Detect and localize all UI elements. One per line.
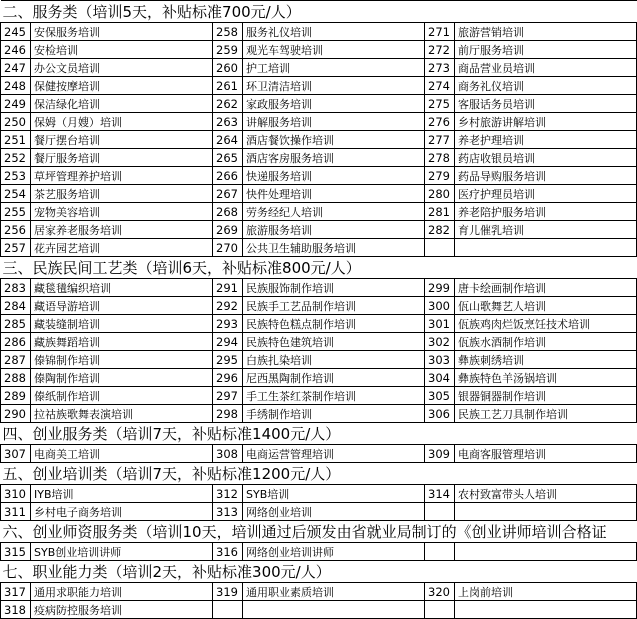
course-number: 320 <box>425 583 455 601</box>
course-name: 养老护理培训 <box>455 131 637 149</box>
table-row <box>1 95 637 113</box>
course-number: 296 <box>213 369 243 387</box>
table-row <box>1 167 637 185</box>
course-name: 乡村电子商务培训 <box>31 503 213 521</box>
table-row <box>1 185 637 203</box>
course-number: 246 <box>1 41 31 59</box>
course-number: 314 <box>425 485 455 503</box>
course-number: 283 <box>1 279 31 297</box>
course-name: 电商客服管理培训 <box>455 445 637 463</box>
course-number: 276 <box>425 113 455 131</box>
course-number: 250 <box>1 113 31 131</box>
course-name: 安检培训 <box>31 41 213 59</box>
course-name <box>455 503 637 521</box>
course-number: 280 <box>425 185 455 203</box>
section-header-row <box>1 1 637 23</box>
table-row <box>1 315 637 333</box>
course-number: 285 <box>1 315 31 333</box>
course-name: 通用职业素质培训 <box>243 583 425 601</box>
course-name: 傣陶制作培训 <box>31 369 213 387</box>
course-name: SYB创业培训讲师 <box>31 543 213 561</box>
course-name: 保洁绿化培训 <box>31 95 213 113</box>
course-name: 服务礼仪培训 <box>243 23 425 41</box>
course-number: 248 <box>1 77 31 95</box>
course-name: 手绣制作培训 <box>243 405 425 423</box>
course-number: 317 <box>1 583 31 601</box>
course-number: 247 <box>1 59 31 77</box>
course-name: 民族工艺刀具制作培训 <box>455 405 637 423</box>
course-name: 电商运营管理培训 <box>243 445 425 463</box>
course-name <box>455 601 637 619</box>
course-number: 245 <box>1 23 31 41</box>
course-name: 宠物美容培训 <box>31 203 213 221</box>
table-row <box>1 333 637 351</box>
course-name: 环卫清洁培训 <box>243 77 425 95</box>
course-number: 307 <box>1 445 31 463</box>
course-name: 白族扎染培训 <box>243 351 425 369</box>
section-header: 四、创业服务类（培训7天，补贴标准1400元/人） <box>1 423 637 445</box>
section-header-row <box>1 521 637 543</box>
course-name: 通用求职能力培训 <box>31 583 213 601</box>
course-number: 309 <box>425 445 455 463</box>
course-number: 299 <box>425 279 455 297</box>
course-number: 305 <box>425 387 455 405</box>
course-name <box>243 601 425 619</box>
course-number: 249 <box>1 95 31 113</box>
section-header-row <box>1 463 637 485</box>
section-header: 七、职业能力类（培训2天，补贴标准300元/人） <box>1 561 637 583</box>
course-number: 287 <box>1 351 31 369</box>
course-name: 民族手工艺品制作培训 <box>243 297 425 315</box>
course-number: 251 <box>1 131 31 149</box>
course-name: 佤山歌舞艺人培训 <box>455 297 637 315</box>
course-number: 286 <box>1 333 31 351</box>
table-row <box>1 543 637 561</box>
course-name: 花卉园艺培训 <box>31 239 213 257</box>
course-name: 尼西黑陶制作培训 <box>243 369 425 387</box>
table-row <box>1 23 637 41</box>
course-number: 291 <box>213 279 243 297</box>
course-name: 藏装缝制培训 <box>31 315 213 333</box>
course-name: 劳务经纪人培训 <box>243 203 425 221</box>
course-number: 259 <box>213 41 243 59</box>
course-name: 藏族舞蹈培训 <box>31 333 213 351</box>
course-number: 253 <box>1 167 31 185</box>
section-header: 五、创业培训类（培训7天，补贴标准1200元/人） <box>1 463 637 485</box>
course-name: 商务礼仪培训 <box>455 77 637 95</box>
course-number: 316 <box>213 543 243 561</box>
table-row <box>1 445 637 463</box>
course-name: 观光车驾驶培训 <box>243 41 425 59</box>
section-header-row <box>1 561 637 583</box>
course-number: 267 <box>213 185 243 203</box>
course-name: 公共卫生辅助服务培训 <box>243 239 425 257</box>
course-name: 银器铜器制作培训 <box>455 387 637 405</box>
course-name: 保健按摩培训 <box>31 77 213 95</box>
course-name: 佤族水酒制作培训 <box>455 333 637 351</box>
course-name <box>455 239 637 257</box>
table-row <box>1 601 637 619</box>
section-header: 六、创业师资服务类（培训10天，培训通过后颁发由省就业局制订的《创业讲师培训合格证 <box>1 521 637 543</box>
course-number: 279 <box>425 167 455 185</box>
course-name: 电商美工培训 <box>31 445 213 463</box>
course-number <box>425 601 455 619</box>
course-number: 278 <box>425 149 455 167</box>
course-name: 草坪管理养护培训 <box>31 167 213 185</box>
course-name: 养老陪护服务培训 <box>455 203 637 221</box>
course-name: 彝族特色羊汤锅培训 <box>455 369 637 387</box>
table-row <box>1 131 637 149</box>
course-number: 288 <box>1 369 31 387</box>
course-name: 佤族鸡肉烂饭烹饪技术培训 <box>455 315 637 333</box>
course-name: 藏毯氆编织培训 <box>31 279 213 297</box>
course-number: 282 <box>425 221 455 239</box>
table-row <box>1 485 637 503</box>
table-row <box>1 149 637 167</box>
course-name: 拉祜族歌舞表演培训 <box>31 405 213 423</box>
course-number: 271 <box>425 23 455 41</box>
course-name: 客服话务员培训 <box>455 95 637 113</box>
section-header: 二、服务类（培训5天，补贴标准700元/人） <box>1 1 637 23</box>
course-number: 300 <box>425 297 455 315</box>
course-number: 292 <box>213 297 243 315</box>
course-name: 讲解服务培训 <box>243 113 425 131</box>
course-number: 284 <box>1 297 31 315</box>
course-number: 252 <box>1 149 31 167</box>
course-number: 295 <box>213 351 243 369</box>
section-header: 三、民族民间工艺类（培训6天，补贴标准800元/人） <box>1 257 637 279</box>
course-name: 民族特色建筑培训 <box>243 333 425 351</box>
course-number: 302 <box>425 333 455 351</box>
table-row <box>1 297 637 315</box>
table-row <box>1 351 637 369</box>
course-number: 303 <box>425 351 455 369</box>
course-number: 274 <box>425 77 455 95</box>
course-name: 家政服务培训 <box>243 95 425 113</box>
course-name: 快递服务培训 <box>243 167 425 185</box>
course-number: 257 <box>1 239 31 257</box>
course-name: 民族服饰制作培训 <box>243 279 425 297</box>
course-name: 前厅服务培训 <box>455 41 637 59</box>
course-name: 居家养老服务培训 <box>31 221 213 239</box>
course-name: 安保服务培训 <box>31 23 213 41</box>
course-name: 办公文员培训 <box>31 59 213 77</box>
table-row <box>1 405 637 423</box>
table-row <box>1 59 637 77</box>
course-number: 290 <box>1 405 31 423</box>
course-name: 旅游营销培训 <box>455 23 637 41</box>
course-name: 手工生茶红茶制作培训 <box>243 387 425 405</box>
course-number: 269 <box>213 221 243 239</box>
course-name: 药店收银员培训 <box>455 149 637 167</box>
course-number: 310 <box>1 485 31 503</box>
course-number: 277 <box>425 131 455 149</box>
course-number: 263 <box>213 113 243 131</box>
course-name: 快件处理培训 <box>243 185 425 203</box>
course-name: 藏语导游培训 <box>31 297 213 315</box>
table-row <box>1 279 637 297</box>
course-name: 茶艺服务培训 <box>31 185 213 203</box>
course-number: 311 <box>1 503 31 521</box>
section-header-row <box>1 257 637 279</box>
course-name: 旅游服务培训 <box>243 221 425 239</box>
course-name: 护工培训 <box>243 59 425 77</box>
course-number: 319 <box>213 583 243 601</box>
course-name: 农村致富带头人培训 <box>455 485 637 503</box>
course-number: 270 <box>213 239 243 257</box>
section-header-row <box>1 423 637 445</box>
course-number <box>213 601 243 619</box>
course-name: 酒店客房服务培训 <box>243 149 425 167</box>
course-number: 261 <box>213 77 243 95</box>
course-number: 275 <box>425 95 455 113</box>
course-number: 313 <box>213 503 243 521</box>
course-name: 餐厅摆台培训 <box>31 131 213 149</box>
course-name: 网络创业培训讲师 <box>243 543 425 561</box>
course-name: 唐卡绘画制作培训 <box>455 279 637 297</box>
course-number: 264 <box>213 131 243 149</box>
course-number <box>425 543 455 561</box>
course-name: 餐厅服务培训 <box>31 149 213 167</box>
course-name: 医疗护理员培训 <box>455 185 637 203</box>
course-name: SYB培训 <box>243 485 425 503</box>
course-name: 酒店餐饮操作培训 <box>243 131 425 149</box>
table-row <box>1 221 637 239</box>
table-row <box>1 503 637 521</box>
course-number: 281 <box>425 203 455 221</box>
course-number: 272 <box>425 41 455 59</box>
course-number: 298 <box>213 405 243 423</box>
course-name: 傣锦制作培训 <box>31 351 213 369</box>
table-row <box>1 239 637 257</box>
course-number: 306 <box>425 405 455 423</box>
course-number: 260 <box>213 59 243 77</box>
course-name: 商品营业员培训 <box>455 59 637 77</box>
course-number: 258 <box>213 23 243 41</box>
course-name: 网络创业培训 <box>243 503 425 521</box>
course-number: 301 <box>425 315 455 333</box>
course-number: 266 <box>213 167 243 185</box>
course-name: 傣纸制作培训 <box>31 387 213 405</box>
course-name: 彝族刺绣培训 <box>455 351 637 369</box>
course-name: 民族特色糕点制作培训 <box>243 315 425 333</box>
course-number: 262 <box>213 95 243 113</box>
table-row <box>1 387 637 405</box>
course-number: 289 <box>1 387 31 405</box>
course-number: 265 <box>213 149 243 167</box>
course-number: 318 <box>1 601 31 619</box>
table-row <box>1 41 637 59</box>
course-name: IYB培训 <box>31 485 213 503</box>
course-number: 268 <box>213 203 243 221</box>
course-name: 上岗前培训 <box>455 583 637 601</box>
course-name: 疫病防控服务培训 <box>31 601 213 619</box>
course-name: 药品导购服务培训 <box>455 167 637 185</box>
course-name: 育儿催乳培训 <box>455 221 637 239</box>
table-row <box>1 369 637 387</box>
course-number: 294 <box>213 333 243 351</box>
course-number: 297 <box>213 387 243 405</box>
course-name: 乡村旅游讲解培训 <box>455 113 637 131</box>
course-number: 256 <box>1 221 31 239</box>
course-number: 304 <box>425 369 455 387</box>
course-name: 保姆（月嫂）培训 <box>31 113 213 131</box>
course-number: 254 <box>1 185 31 203</box>
course-number <box>425 503 455 521</box>
course-number: 255 <box>1 203 31 221</box>
course-number: 315 <box>1 543 31 561</box>
course-number: 293 <box>213 315 243 333</box>
course-number: 308 <box>213 445 243 463</box>
table-row <box>1 113 637 131</box>
course-name <box>455 543 637 561</box>
table-row <box>1 203 637 221</box>
course-number <box>425 239 455 257</box>
course-number: 273 <box>425 59 455 77</box>
table-row <box>1 583 637 601</box>
course-number: 312 <box>213 485 243 503</box>
table-row <box>1 77 637 95</box>
